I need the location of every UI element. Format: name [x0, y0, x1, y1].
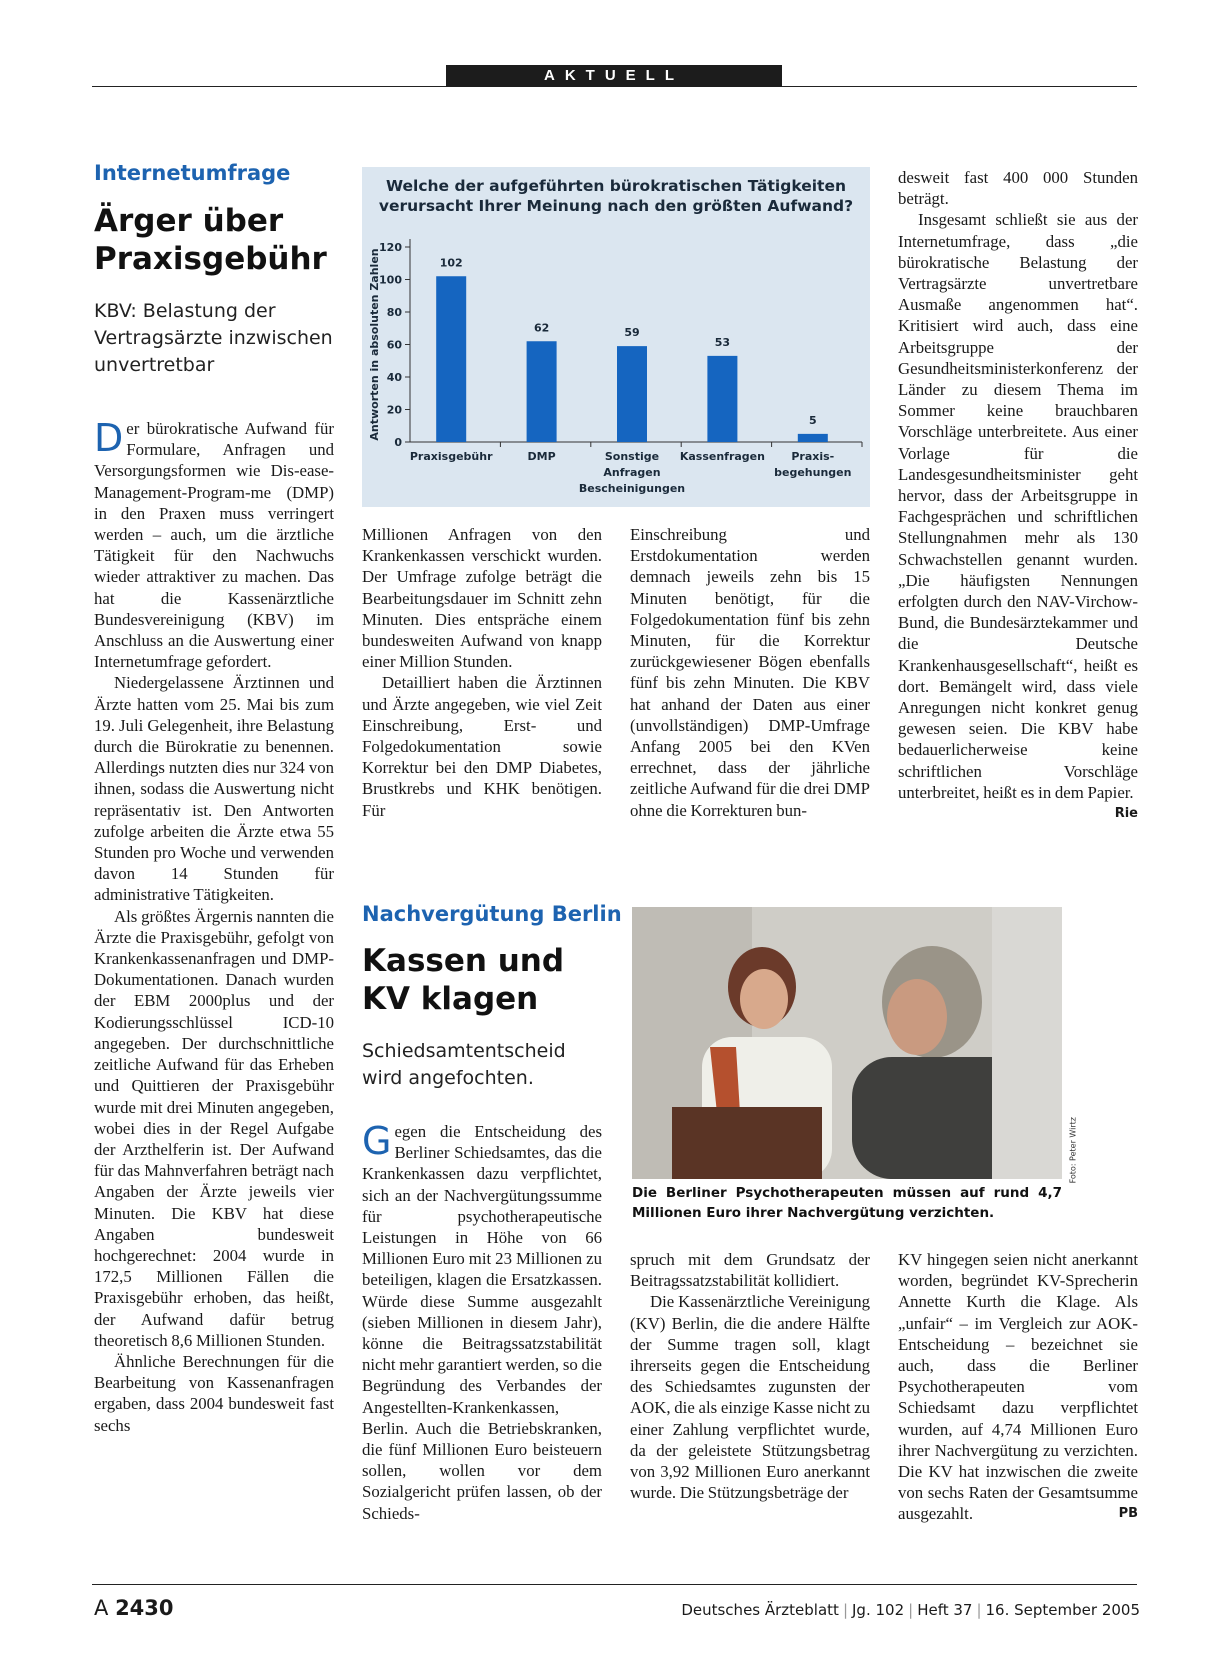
article2-paragraph: Die Kassenärztliche Vereinigung (KV) Berlin, die die andere Hälfte der Summe tragen soll, klagt ihrerseits gegen die Entscheidung des Schiedsamtes zugunsten der AOK, die als einzige Kasse nicht zu einer Zahlung verpflichtet wurde, da der geleistete Stützungsbetrag von 3,92 Millionen Euro anerkannt wurde. Die Stützungsbeträge der [630, 1292, 870, 1503]
y-tick-label: 20 [386, 403, 402, 417]
dropcap: G [362, 1119, 392, 1163]
bar-chart [362, 167, 870, 507]
article1-headline: Ärger über Praxisgebühr [94, 203, 327, 277]
x-tick-label: Praxisgebühr [409, 450, 493, 463]
article2-kicker: Nachvergütung Berlin [362, 902, 622, 926]
article1-column-3 [630, 524, 870, 821]
article1-deck: KBV: Belastung der Vertragsärzte inzwischen unvertretbar [94, 300, 333, 376]
article1-column-4 [898, 167, 1138, 824]
article1-column-1 [94, 418, 334, 1436]
x-tick-label: DMP [527, 450, 556, 463]
article1-paragraph: Als größtes Ärgernis nannten die Ärzte die Praxisgebühr, gefolgt von Krankenkassenanfragen und DMP-Dokumentationen. Danach wurden der EBM 2000plus und der Kodierungsschlüssel ICD-10 angegeben. Der durchschnittliche zeitliche Aufwand für das Erheben und Quittieren der Praxisgebühr wurde mit drei Minuten angegeben, wobei dies in der Regel Aufgabe der Arzthelferin ist. Der Aufwand für das Mahnverfahren beträgt nach Angaben der Ärzte jeweils vier Minuten. Die KBV hat diese Angaben bundesweit hochgerechnet: 2004 wurde in 172,5 Millionen Fällen die Praxisgebühr erhoben, das heißt, der Aufwand dafür betrug theoretisch 8,6 Millionen Stunden. [94, 906, 334, 1350]
article1-kicker: Internetumfrage [94, 161, 291, 185]
article1-column-2 [362, 524, 602, 821]
photo-illustration [632, 907, 1062, 1179]
article2-column-4 [898, 1249, 1138, 1525]
bar-value-label: 59 [624, 326, 640, 340]
article2-column-3 [630, 1249, 870, 1503]
y-tick-label: 60 [386, 338, 402, 352]
y-tick-label: 120 [379, 241, 402, 254]
article2-paragraph: spruch mit dem Grundsatz der Beitragssatzstabilität kollidiert. [630, 1250, 870, 1291]
article2-deck: Schiedsamtentscheid wird angefochten. [362, 1040, 566, 1089]
x-tick-label: Praxis-begehungen [774, 450, 852, 479]
photo-credit: Foto: Peter Wirtz [1068, 1117, 1077, 1184]
bar-value-label: 62 [533, 321, 550, 335]
journal-date: 16. September 2005 [985, 1601, 1140, 1619]
bar [707, 356, 737, 442]
y-tick-label: 100 [379, 273, 402, 287]
article2-signature: PB [1118, 1506, 1138, 1522]
bar [436, 276, 466, 442]
bar-value-label: 102 [439, 256, 463, 270]
journal-info: Deutsches Ärzteblatt | Jg. 102 | Heft 37 | 16. September 2005 [681, 1601, 1140, 1619]
article2-paragraph: KV hingegen seien nicht anerkannt worden, begründet KV-Sprecherin Annette Kurth die Klage. Als „unfair“ – im Vergleich zur AOK-Entscheidung – bezeichnet sie auch, dass die Berliner Psychotherapeuten vom Schiedsamt dazu verpflichtet wurden, auf 4,74 Millionen Euro ihrer Nachvergütung zu verzichten. Die KV hat inzwischen die zweite von sechs Raten der Gesamtsumme ausgezahlt. PB [898, 1250, 1138, 1524]
article1-paragraph: Detailliert haben die Ärztinnen und Ärzte angegeben, wie viel Zeit Einschreibung, Erst- und Folgedokumentation sowie Korrektur bei den DMP Diabetes, Brustkrebs und KHK benötigen. Für [362, 673, 602, 820]
photo-psychotherapy-session [632, 907, 1077, 1184]
article2-headline: Kassen und KV klagen [362, 943, 565, 1017]
article1-paragraph: Millionen Anfragen von den Krankenkassen verschickt wurden. Der Umfrage zufolge beträgt die Bearbeitungsdauer im Schnitt zehn Minuten. Dies entspräche einem bundesweiten Aufwand von knapp einer Million Stunden. [362, 525, 602, 672]
article1-paragraph: desweit fast 400 000 Stunden beträgt. [898, 168, 1138, 209]
journal-name: Deutsches Ärzteblatt [681, 1601, 839, 1619]
article1-paragraph: Der bürokratische Aufwand für Formulare, Anfragen und Versorgungsformen wie Dis-ease-Management-Program-me (DMP) in den Praxen muss verringert werden – auch, um die ärztliche Tätigkeit für den Nachwuchs wieder attraktiver zu machen. Das hat die Kassenärztliche Bundesvereinigung (KBV) im Anschluss an die Auswertung einer Internetumfrage gefordert. [94, 416, 334, 672]
article1-paragraph: Einschreibung und Erstdokumentation werden demnach jeweils zehn bis 15 Minuten benötigt, für die Folgedokumentation fünf bis zehn Minuten, für die Korrektur zurückgewiesener Bögen ebenfalls fünf bis zehn Minuten. Die KBV hat anhand der Daten aus einer (unvollständigen) DMP-Umfrage Anfang 2005 bei den KVen errechnet, dass der jährliche zeitliche Aufwand für die drei DMP ohne die Korrekturen bun- [630, 525, 870, 820]
article1-paragraph: Niedergelassene Ärztinnen und Ärzte hatten vom 25. Mai bis zum 19. Juli Gelegenheit, ihre Belastung durch die Bürokratie zu benennen. Allerdings nutzten dies nur 324 von ihnen, sodass die Auswertung nicht repräsentativ ist. Den Antworten zufolge arbeiten die Ärzte etwa 55 Stunden pro Woche und verwenden davon 14 Stunden für administrative Tätigkeiten. [94, 673, 334, 905]
article1-paragraph: Insgesamt schließt sie aus der Internetumfrage, dass „die bürokratische Belastung der Vertragsärzte unvertretbare Ausmaße angenommen hat“. Kritisiert wird auch, dass eine Arbeitsgruppe der Gesundheitsministerkonferenz der Länder zu diesem Thema im Sommer keine brauchbaren Vorschläge unterbreitete. Aus einer Vorlage für die Landesgesundheitsminister geht hervor, dass der Arbeitsgruppe in Fachgesprächen und schriftlichen Stellungnahmen mehr als 130 Schwachstellen genannt wurden. „Die häufigsten Nennungen erfolgten durch den NAV-Virchow-Bund, die Bundesärztekammer und die Deutsche Krankenhausgesellschaft“, heißt es dort. Bemängelt wird, dass viele Anregungen nicht konkret genug gewesen seien. Die KBV habe bedauerlicherweise keine schriftlichen Vorschläge unterbreitet, heißt es in dem Papier. Rie [898, 209, 1138, 803]
x-tick-label: Sonstige Anfragen Bescheinigungen [578, 450, 686, 495]
bar-value-label: 5 [808, 413, 817, 427]
photo-caption: Die Berliner Psychotherapeuten müssen auf rund 4,7 Millionen Euro ihrer Nachvergütung verzichten. [632, 1185, 1062, 1221]
y-tick-label: 80 [386, 306, 402, 319]
article2-column-2 [362, 1121, 602, 1524]
chart-title: Welche der aufgeführten bürokratischen Tätigkeiten verursacht Ihrer Meinung nach den größten Aufwand? [378, 177, 854, 215]
x-tick-label: Kassenfragen [679, 450, 765, 463]
bottom-rule [92, 1584, 1137, 1585]
bar-value-label: 53 [714, 335, 731, 349]
bar [527, 341, 557, 442]
journal-volume: Jg. 102 [852, 1601, 905, 1619]
section-label: AKTUELL [446, 65, 782, 87]
article2-paragraph: Gegen die Entscheidung des Berliner Schiedsamtes, das die Krankenkassen dazu verpflichtet, sich an der Nachvergütungssumme für psychotherapeutische Leistungen in Höhe von 66 Millionen Euro mit 23 Millionen zu beteiligen, klagen die Ersatzkassen. Würde diese Summe ausgezahlt (sieben Millionen in diesem Jahr), könne die Beitragssatzstabilität nicht mehr garantiert werden, so die Begründung des Verbandes der Angestellten-Krankenkassen, Berlin. Auch die Betriebskranken, die fünf Millionen Euro beisteuern sollen, wollen vor dem Sozialgericht prüfen lassen, ob der Schieds- [362, 1119, 602, 1523]
page-number: A 2430 [94, 1596, 174, 1620]
chart-plot [362, 167, 870, 507]
journal-issue: Heft 37 [917, 1601, 973, 1619]
y-tick-label: 40 [386, 371, 402, 384]
bar [617, 346, 647, 442]
y-axis-label: Antworten in absoluten Zahlen [368, 248, 381, 441]
article1-paragraph: Ähnliche Berechnungen für die Bearbeitung von Kassenanfragen ergaben, dass 2004 bundesweit fast sechs [94, 1351, 334, 1435]
article1-signature: Rie [1114, 806, 1138, 822]
y-tick-label: 0 [394, 436, 402, 449]
bar [798, 434, 828, 442]
dropcap: D [94, 416, 124, 460]
